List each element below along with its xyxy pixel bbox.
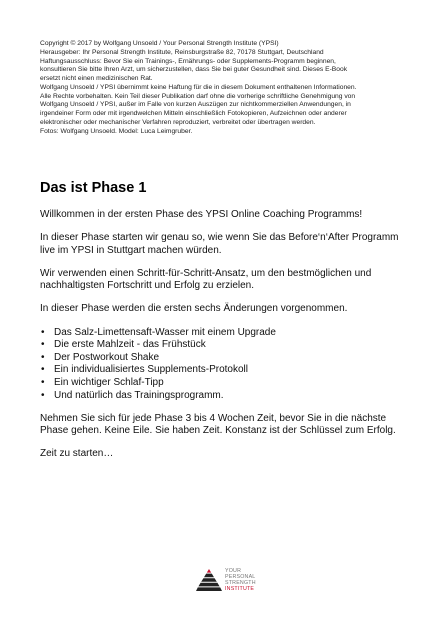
phase-content <box>40 180 410 471</box>
bullet-icon: • <box>41 364 45 376</box>
pyramid-tier-icon <box>201 578 217 582</box>
bullet-icon: • <box>41 326 45 338</box>
list-item <box>40 352 410 365</box>
logo-line: PERSONAL <box>225 574 256 580</box>
pyramid-tier-icon <box>198 583 219 587</box>
disclaimer-line: ersetzt nicht einen medizinischen Rat. <box>40 75 153 82</box>
logo-wordmark <box>225 568 256 592</box>
list-item <box>40 377 410 390</box>
rights-line: elektronischer oder mechanischer Verfahren reproduziert, verbreitet oder übertragen werden. <box>40 118 316 126</box>
list-item <box>40 327 410 340</box>
list-item-text: Und natürlich das Trainingsprogramm. <box>54 389 224 401</box>
start-paragraph: In dieser Phase starten wir genau so, wie wenn Sie das Before‘n‘After Programm live im YPSI in Stuttgart machen würden. <box>40 232 399 256</box>
bullet-icon: • <box>41 389 45 401</box>
bullet-icon: • <box>41 376 45 388</box>
page-title: Das ist Phase 1 <box>40 180 147 196</box>
rights-line: Wolfgang Unsoeld / YPSI, außer im Falle von kurzen Auszügen zur nichtkommerziellen Anwendungen, in <box>40 101 351 109</box>
rights-line: irgendeiner Form oder mit irgendwelchen Mitteln einschließlich Fotokopieren, Aufzeichnen oder anderer <box>40 110 347 117</box>
pyramid-base-icon <box>196 587 222 591</box>
pyramid-tier-icon <box>204 574 214 578</box>
bullet-icon: • <box>41 351 45 363</box>
liability-line: Wolfgang Unsoeld / YPSI übernimmt keine Haftung für die in diesem Dokument enthaltenen Informationen. <box>40 83 357 91</box>
list-item-text: Ein individualisiertes Supplements-Protokoll <box>54 364 248 376</box>
rights-line: Alle Rechte vorbehalten. Kein Teil dieser Publikation darf ohne die vorherige schriftliche Genehmigung von <box>40 92 356 100</box>
list-item-text: Ein wichtiger Schlaf-Tipp <box>54 376 164 388</box>
disclaimer-line: konsultieren Sie bitte Ihren Arzt, um sicherzustellen, dass Sie bei guter Gesundheit sind. Dieses E-Book <box>40 66 348 74</box>
closing-paragraph: Zeit zu starten… <box>40 448 114 460</box>
disclaimer-line: Haftungsausschluss: Bevor Sie ein Trainings-, Ernährungs- oder Supplements-Programm beginnen, <box>40 57 336 65</box>
list-item-text: Die erste Mahlzeit - das Frühstück <box>54 339 206 351</box>
list-item <box>40 364 410 377</box>
copyright-notice <box>40 40 410 136</box>
list-item <box>40 390 410 403</box>
list-item <box>40 339 410 352</box>
logo-line: YOUR <box>225 568 242 574</box>
changes-paragraph: In dieser Phase werden die ersten sechs Änderungen vorgenommen. <box>40 303 348 315</box>
logo-line: INSTITUTE <box>225 586 255 592</box>
bullet-icon: • <box>41 339 45 351</box>
time-paragraph: Nehmen Sie sich für jede Phase 3 bis 4 Wochen Zeit, bevor Sie in die nächste Phase gehen. Keine Eile. Sie haben Zeit. Konstanz ist der Schlüssel zum Erfolg. <box>40 412 396 437</box>
changes-list <box>40 327 410 403</box>
intro-paragraph: Willkommen in der ersten Phase des YPSI Online Coaching Programms! <box>40 209 363 220</box>
pyramid-logo-icon <box>196 568 222 594</box>
pyramid-top-icon <box>207 569 211 573</box>
photo-credit-line: Fotos: Wolfgang Unsoeld. Model: Luca Leimgruber. <box>40 127 193 135</box>
copyright-line: Copyright © 2017 by Wolfgang Unsoeld / Your Personal Strength Institute (YPSI) <box>40 40 279 47</box>
ypsi-logo <box>196 566 266 596</box>
list-item-text: Der Postworkout Shake <box>54 351 160 363</box>
approach-paragraph: Wir verwenden einen Schritt-für-Schritt-Ansatz, um den bestmöglichen und nachhaltigsten Fortschritt und Erfolg zu erzielen. <box>40 267 372 292</box>
publisher-line: Herausgeber: Ihr Personal Strength Institute, Reinsburgstraße 82, 70178 Stuttgart, Deutschland <box>40 48 324 56</box>
list-item-text: Das Salz-Limettensaft-Wasser mit einem Upgrade <box>54 326 276 338</box>
logo-line: STRENGTH <box>225 580 256 586</box>
